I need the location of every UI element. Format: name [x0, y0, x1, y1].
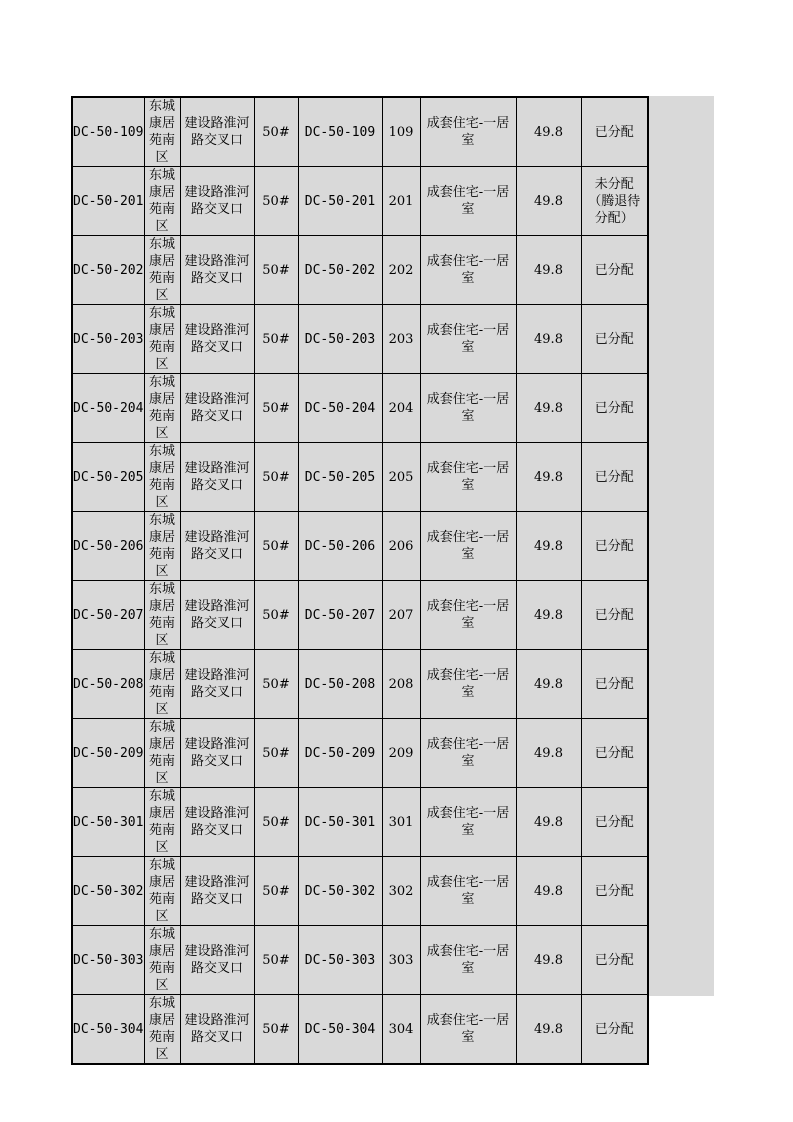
area-cell: 49.8 — [516, 512, 581, 581]
house-type-cell: 成套住宅-一居室 — [420, 443, 516, 512]
area-cell: 49.8 — [516, 857, 581, 926]
house-id-cell: DC-50-204 — [72, 374, 144, 443]
road-cell: 建设路淮河路交叉口 — [180, 995, 254, 1065]
house-type-cell: 成套住宅-一居室 — [420, 719, 516, 788]
district-cell: 东城康居苑南区 — [144, 512, 180, 581]
road-cell: 建设路淮河路交叉口 — [180, 167, 254, 236]
road-cell: 建设路淮河路交叉口 — [180, 719, 254, 788]
district-cell: 东城康居苑南区 — [144, 236, 180, 305]
area-cell: 49.8 — [516, 236, 581, 305]
road-cell: 建设路淮河路交叉口 — [180, 512, 254, 581]
building-cell: 50# — [254, 650, 298, 719]
room-cell: 206 — [382, 512, 420, 581]
unit-code-cell: DC-50-208 — [298, 650, 382, 719]
building-cell: 50# — [254, 788, 298, 857]
building-cell: 50# — [254, 857, 298, 926]
unit-code-cell: DC-50-209 — [298, 719, 382, 788]
road-cell: 建设路淮河路交叉口 — [180, 581, 254, 650]
road-cell: 建设路淮河路交叉口 — [180, 926, 254, 995]
room-cell: 302 — [382, 857, 420, 926]
road-cell: 建设路淮河路交叉口 — [180, 305, 254, 374]
area-cell: 49.8 — [516, 581, 581, 650]
room-cell: 205 — [382, 443, 420, 512]
table-row — [72, 443, 648, 512]
house-id-cell: DC-50-301 — [72, 788, 144, 857]
table-row — [72, 374, 648, 443]
house-type-cell: 成套住宅-一居室 — [420, 926, 516, 995]
unit-code-cell: DC-50-205 — [298, 443, 382, 512]
district-cell: 东城康居苑南区 — [144, 719, 180, 788]
road-cell: 建设路淮河路交叉口 — [180, 857, 254, 926]
house-type-cell: 成套住宅-一居室 — [420, 97, 516, 167]
area-cell: 49.8 — [516, 788, 581, 857]
allocation-status-cell: 已分配 — [581, 650, 648, 719]
table-row — [72, 167, 648, 236]
room-cell: 203 — [382, 305, 420, 374]
table-row — [72, 97, 648, 167]
table-row — [72, 650, 648, 719]
road-cell: 建设路淮河路交叉口 — [180, 97, 254, 167]
house-type-cell: 成套住宅-一居室 — [420, 581, 516, 650]
unit-code-cell: DC-50-204 — [298, 374, 382, 443]
table-row — [72, 512, 648, 581]
district-cell: 东城康居苑南区 — [144, 443, 180, 512]
area-cell: 49.8 — [516, 719, 581, 788]
room-cell: 209 — [382, 719, 420, 788]
house-id-cell: DC-50-303 — [72, 926, 144, 995]
building-cell: 50# — [254, 581, 298, 650]
building-cell: 50# — [254, 512, 298, 581]
building-cell: 50# — [254, 995, 298, 1065]
road-cell: 建设路淮河路交叉口 — [180, 374, 254, 443]
district-cell: 东城康居苑南区 — [144, 581, 180, 650]
table-row — [72, 995, 648, 1065]
house-id-cell: DC-50-208 — [72, 650, 144, 719]
house-id-cell: DC-50-205 — [72, 443, 144, 512]
house-id-cell: DC-50-304 — [72, 995, 144, 1065]
table-row — [72, 788, 648, 857]
house-id-cell: DC-50-201 — [72, 167, 144, 236]
allocation-status-cell: 已分配 — [581, 995, 648, 1065]
district-cell: 东城康居苑南区 — [144, 97, 180, 167]
table-row — [72, 857, 648, 926]
unit-code-cell: DC-50-202 — [298, 236, 382, 305]
unit-code-cell: DC-50-203 — [298, 305, 382, 374]
road-cell: 建设路淮河路交叉口 — [180, 650, 254, 719]
unit-code-cell: DC-50-302 — [298, 857, 382, 926]
unit-code-cell: DC-50-201 — [298, 167, 382, 236]
building-cell: 50# — [254, 443, 298, 512]
sheet-side-margin — [648, 96, 714, 996]
district-cell: 东城康居苑南区 — [144, 374, 180, 443]
unit-code-cell: DC-50-304 — [298, 995, 382, 1065]
allocation-status-cell: 已分配 — [581, 719, 648, 788]
allocation-status-cell: 已分配 — [581, 788, 648, 857]
allocation-status-cell: 已分配 — [581, 374, 648, 443]
room-cell: 303 — [382, 926, 420, 995]
allocation-status-cell: 已分配 — [581, 443, 648, 512]
allocation-status-cell: 已分配 — [581, 512, 648, 581]
house-id-cell: DC-50-209 — [72, 719, 144, 788]
house-type-cell: 成套住宅-一居室 — [420, 167, 516, 236]
road-cell: 建设路淮河路交叉口 — [180, 236, 254, 305]
room-cell: 304 — [382, 995, 420, 1065]
housing-allocation-table — [71, 96, 649, 1065]
house-id-cell: DC-50-302 — [72, 857, 144, 926]
unit-code-cell: DC-50-109 — [298, 97, 382, 167]
table-row — [72, 926, 648, 995]
area-cell: 49.8 — [516, 995, 581, 1065]
allocation-status-cell: 未分配（腾退待分配） — [581, 167, 648, 236]
district-cell: 东城康居苑南区 — [144, 305, 180, 374]
allocation-status-cell: 已分配 — [581, 97, 648, 167]
house-id-cell: DC-50-206 — [72, 512, 144, 581]
table-row — [72, 719, 648, 788]
unit-code-cell: DC-50-207 — [298, 581, 382, 650]
allocation-status-cell: 已分配 — [581, 857, 648, 926]
house-id-cell: DC-50-202 — [72, 236, 144, 305]
district-cell: 东城康居苑南区 — [144, 788, 180, 857]
building-cell: 50# — [254, 374, 298, 443]
building-cell: 50# — [254, 305, 298, 374]
district-cell: 东城康居苑南区 — [144, 650, 180, 719]
road-cell: 建设路淮河路交叉口 — [180, 788, 254, 857]
house-type-cell: 成套住宅-一居室 — [420, 512, 516, 581]
district-cell: 东城康居苑南区 — [144, 995, 180, 1065]
house-id-cell: DC-50-109 — [72, 97, 144, 167]
district-cell: 东城康居苑南区 — [144, 857, 180, 926]
house-type-cell: 成套住宅-一居室 — [420, 650, 516, 719]
district-cell: 东城康居苑南区 — [144, 926, 180, 995]
allocation-status-cell: 已分配 — [581, 926, 648, 995]
room-cell: 208 — [382, 650, 420, 719]
building-cell: 50# — [254, 167, 298, 236]
house-id-cell: DC-50-203 — [72, 305, 144, 374]
unit-code-cell: DC-50-303 — [298, 926, 382, 995]
house-type-cell: 成套住宅-一居室 — [420, 236, 516, 305]
room-cell: 109 — [382, 97, 420, 167]
allocation-status-cell: 已分配 — [581, 236, 648, 305]
room-cell: 207 — [382, 581, 420, 650]
area-cell: 49.8 — [516, 305, 581, 374]
house-type-cell: 成套住宅-一居室 — [420, 788, 516, 857]
area-cell: 49.8 — [516, 374, 581, 443]
table-body — [72, 97, 648, 1064]
room-cell: 202 — [382, 236, 420, 305]
road-cell: 建设路淮河路交叉口 — [180, 443, 254, 512]
building-cell: 50# — [254, 236, 298, 305]
room-cell: 201 — [382, 167, 420, 236]
house-type-cell: 成套住宅-一居室 — [420, 995, 516, 1065]
area-cell: 49.8 — [516, 926, 581, 995]
area-cell: 49.8 — [516, 650, 581, 719]
allocation-status-cell: 已分配 — [581, 305, 648, 374]
building-cell: 50# — [254, 926, 298, 995]
building-cell: 50# — [254, 97, 298, 167]
table-row — [72, 305, 648, 374]
building-cell: 50# — [254, 719, 298, 788]
area-cell: 49.8 — [516, 97, 581, 167]
unit-code-cell: DC-50-206 — [298, 512, 382, 581]
room-cell: 301 — [382, 788, 420, 857]
table-row — [72, 236, 648, 305]
house-id-cell: DC-50-207 — [72, 581, 144, 650]
allocation-status-cell: 已分配 — [581, 581, 648, 650]
table-row — [72, 581, 648, 650]
house-type-cell: 成套住宅-一居室 — [420, 857, 516, 926]
room-cell: 204 — [382, 374, 420, 443]
area-cell: 49.8 — [516, 443, 581, 512]
area-cell: 49.8 — [516, 167, 581, 236]
house-type-cell: 成套住宅-一居室 — [420, 305, 516, 374]
house-type-cell: 成套住宅-一居室 — [420, 374, 516, 443]
district-cell: 东城康居苑南区 — [144, 167, 180, 236]
unit-code-cell: DC-50-301 — [298, 788, 382, 857]
